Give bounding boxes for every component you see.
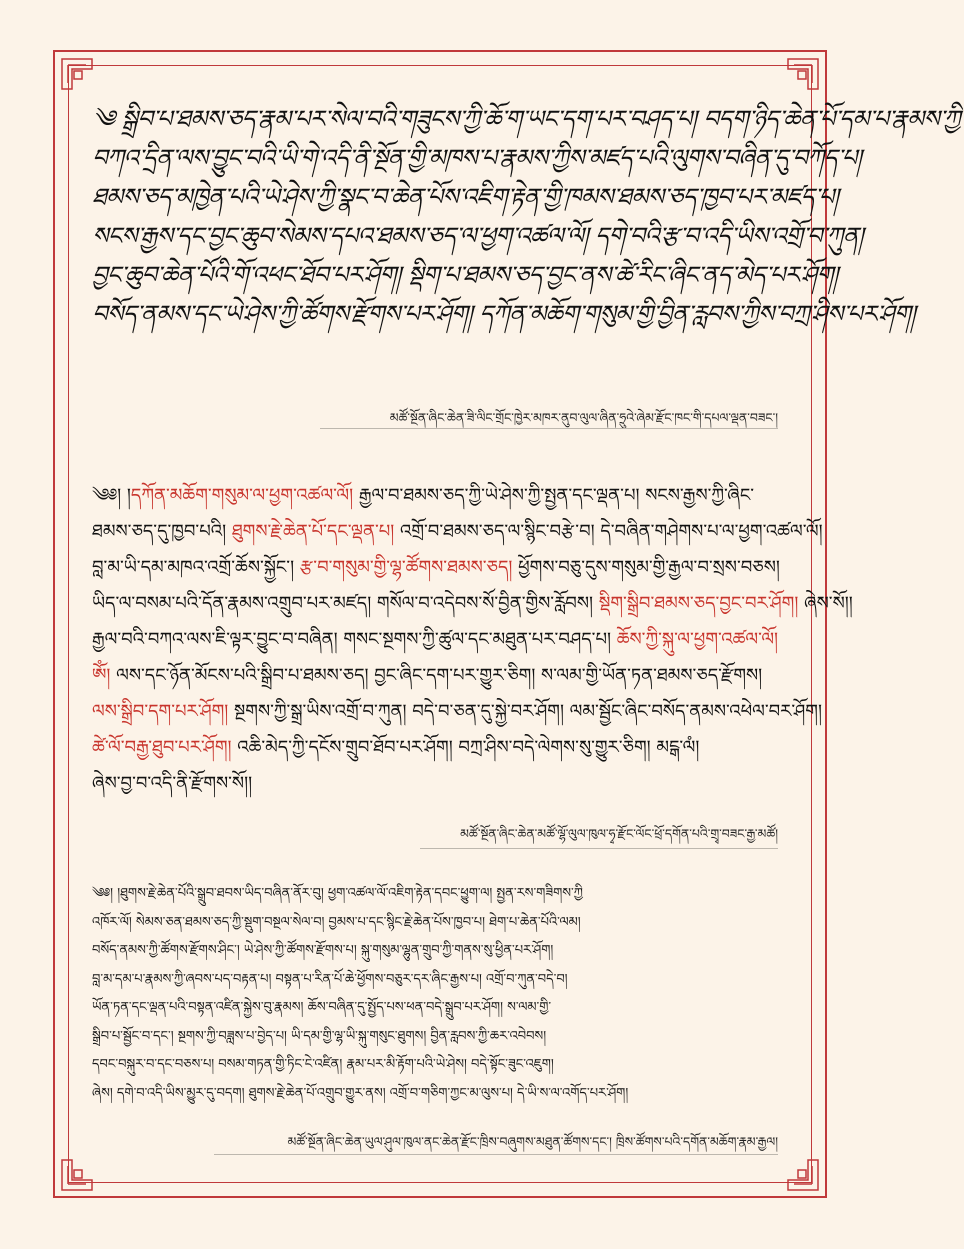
highlighted-text: དཀོན་མཆོག་གསུམ་ལ་ཕྱག་འཚལ་ལོ།	[130, 485, 359, 506]
text-line: ཐམས་ཅད་མཁྱེན་པའི་ཡེ་ཤེས་ཀྱི་སྣང་བ་ཆེན་པོས་འཇིག་རྟེན་གྱི་ཁམས་ཐམས་ཅད་ཁྱབ་པར་མཛད་པ།	[92, 183, 839, 211]
text-line	[92, 586, 853, 622]
corner-ornament-top-right	[786, 57, 820, 91]
calligraphy-block-2	[92, 478, 853, 802]
text-segment: ཞེས་བྱ་བ་འདི་ནི་རྫོགས་སོ།།	[92, 773, 253, 794]
caption-divider-2	[420, 848, 778, 849]
text-segment: རྒྱལ་བའི་བཀའ་ལས་ཇི་ལྟར་བྱུང་བ་བཞིན། གསང་སྔགས་ཀྱི་ཚུལ་དང་མཐུན་པར་བཤད་པ།	[92, 629, 617, 650]
text-line	[92, 478, 792, 514]
corner-ornament-bottom-right	[786, 1158, 820, 1192]
author-caption-1: མཚོ་སྔོན་ཞིང་ཆེན་ཟི་ལིང་གྲོང་ཁྱེར་མཁར་ནུབ་ལུལ་ཞིན་ཧྲུའེ་ཞེམ་རྫོང་ཁང་གི་དཔལ་ལྡན་བཟང་།	[389, 410, 778, 425]
text-line: དབང་བསྐུར་བ་དང་བཅས་པ། བསམ་གཏན་གྱི་ཏིང་ངེ་འཛིན། རྣམ་པར་མི་རྟོག་པའི་ཡེ་ཤེས། བདེ་སྟོང་ཟུང་འཇུག།	[92, 1057, 554, 1072]
highlighted-text: ཚེ་ལོ་བརྒྱ་ཐུབ་པར་ཤོག།	[92, 737, 238, 758]
text-line: ཞེས། དགེ་བ་འདི་ཡིས་མྱུར་དུ་བདག། ཐུགས་རྗེ་ཆེན་པོ་འགྲུབ་གྱུར་ནས། འགྲོ་བ་གཅིག་ཀྱང་མ་ལུས་པ། དེ་ཡི་ས་ལ་འགོད་པར་ཤོག།	[92, 1085, 629, 1101]
text-segment: བླ་མ་ཡི་དམ་མཁའ་འགྲོ་ཆོས་སྐྱོང་།	[92, 557, 300, 578]
text-line	[92, 658, 792, 694]
text-line	[92, 550, 792, 586]
text-segment: ཐམས་ཅད་དུ་ཁྱབ་པའི།	[92, 521, 232, 542]
calligraphy-block-1	[92, 100, 964, 334]
text-line	[92, 622, 792, 658]
corner-ornament-bottom-left	[60, 1158, 94, 1192]
text-line	[92, 766, 792, 802]
author-caption-3: མཚོ་སྔོན་ཞིང་ཆེན་ཡུལ་ཤུལ་ཁུལ་ནང་ཆེན་རྫོང་ཁྲིས་བཞུགས་མཐུན་ཚོགས་དང་། ཁྲིས་ཚོགས་པའི་དགོན་མཆོག་རྣམ་རྒྱལ།	[287, 1134, 778, 1149]
text-line: ཡོན་ཏན་དང་ལྡན་པའི་བསྟན་འཛིན་སྐྱེས་བུ་རྣམས། ཆོས་བཞིན་དུ་སྤྱོད་པས་ཕན་བདེ་སྒྲུབ་པར་ཤོག། ས་ལམ་གྱི་	[92, 1000, 552, 1015]
highlighted-text: ལས་སྒྲིབ་དག་པར་ཤོག།	[92, 701, 235, 722]
caption-divider-3	[214, 1154, 778, 1155]
text-segment: ཞེས་སོ།།	[804, 593, 853, 614]
text-segment: འཆི་མེད་ཀྱི་དངོས་གྲུབ་ཐོབ་པར་ཤོག། བཀྲ་ཤིས་བདེ་ལེགས་སུ་གྱུར་ཅིག། མངྒ་ལཾ།	[237, 737, 700, 758]
text-segment: ཡིད་ལ་བསམ་པའི་དོན་རྣམས་འགྲུབ་པར་མཛད། གསོལ་བ་འདེབས་སོ་བྱིན་གྱིས་རློབས།	[92, 593, 599, 614]
text-segment: ཕྱོགས་བཅུ་དུས་གསུམ་གྱི་རྒྱལ་བ་སྲས་བཅས།	[518, 557, 780, 578]
text-line: བསོད་ནམས་དང་ཡེ་ཤེས་ཀྱི་ཚོགས་རྫོགས་པར་ཤོག། དཀོན་མཆོག་གསུམ་གྱི་བྱིན་རླབས་ཀྱིས་བཀྲ་ཤིས་པར་ཤོག།	[92, 300, 916, 328]
text-line: ༄ སྒྲིབ་པ་ཐམས་ཅད་རྣམ་པར་སེལ་བའི་གཟུངས་ཀྱི་ཆོ་ག་ཡང་དག་པར་བཤད་པ། བདག་ཉིད་ཆེན་པོ་དམ་པ་རྣམས་ཀྱི་	[92, 105, 964, 133]
text-line	[92, 514, 823, 550]
author-caption-2: མཚོ་སྔོན་ཞིང་ཆེན་མཚོ་ལྷོ་ལུལ་ཁུལ་ཧྭ་རྫོང་ལོང་ཕྲོ་དགོན་པའི་གྲྭ་བཟང་རྒྱ་མཚོ།	[460, 826, 778, 841]
text-line: བྱང་ཆུབ་ཆེན་པོའི་གོ་འཕང་ཐོབ་པར་ཤོག། སྡིག་པ་ཐམས་ཅད་བྱང་ནས་ཚེ་རིང་ཞིང་ནད་མེད་པར་ཤོག།	[92, 261, 838, 289]
text-line: སངས་རྒྱས་དང་བྱང་ཆུབ་སེམས་དཔའ་ཐམས་ཅད་ལ་ཕྱག་འཚལ་ལོ། དགེ་བའི་རྩ་བ་འདི་ཡིས་འགྲོ་བ་ཀུན།	[92, 222, 863, 250]
text-line: སྒྲིབ་པ་སྦྱོང་བ་དང་། སྔགས་ཀྱི་བཟླས་པ་བྱེད་པ། ཡི་དམ་གྱི་ལྷ་ཡི་སྐུ་གསུང་ཐུགས། བྱིན་རླབས་ཀྱི་ཆར་འབེབས།	[92, 1028, 547, 1044]
highlighted-text: རྩ་བ་གསུམ་གྱི་ལྷ་ཚོགས་ཐམས་ཅད།	[299, 557, 519, 578]
highlighted-text: ཨོཾ།	[92, 665, 117, 686]
calligraphy-block-3	[92, 880, 792, 1108]
text-line	[92, 694, 822, 730]
corner-ornament-top-left	[60, 57, 94, 91]
text-line: འཁོར་ལོ། སེམས་ཅན་ཐམས་ཅད་ཀྱི་སྡུག་བསྔལ་སེལ་བ། བྱམས་པ་དང་སྙིང་རྗེ་ཆེན་པོས་ཁྱབ་པ། ཐེག་པ་ཆེན་པོའི་ལམ།	[92, 914, 581, 930]
highlighted-text: ཐུགས་རྗེ་ཆེན་པོ་དང་ལྡན་པ།	[231, 521, 400, 542]
highlighted-text: ཆོས་ཀྱི་སྐུ་ལ་ཕྱག་འཚལ་ལོ།	[616, 629, 779, 650]
text-segment: ༄༅། །	[92, 485, 131, 506]
text-line: བསོད་ནམས་ཀྱི་ཚོགས་རྫོགས་ཤིང་། ཡེ་ཤེས་ཀྱི་ཚོགས་རྫོགས་པ། སྐུ་གསུམ་ལྷུན་གྲུབ་ཀྱི་གནས་སུ་ཕྱིན་པར་ཤོག།	[92, 943, 554, 958]
text-segment: སྔགས་ཀྱི་སྒྲ་ཡིས་འགྲོ་བ་ཀུན། བདེ་བ་ཅན་དུ་སྐྱེ་བར་ཤོག། ལམ་སྦྱོང་ཞིང་བསོད་ནམས་འཕེལ་བར་ཤོག།	[234, 701, 822, 722]
text-segment: ལས་དང་ཉོན་མོངས་པའི་སྒྲིབ་པ་ཐམས་ཅད། བྱང་ཞིང་དག་པར་གྱུར་ཅིག། ས་ལམ་གྱི་ཡོན་ཏན་ཐམས་ཅད་རྫོགས།	[116, 665, 763, 686]
text-line	[92, 730, 792, 766]
text-line: ༄༅། །ཐུགས་རྗེ་ཆེན་པོའི་སྒྲུབ་ཐབས་ཡིད་བཞིན་ནོར་བུ། ཕྱག་འཚལ་ལོ་འཇིག་རྟེན་དབང་ཕྱུག་ལ། སྤྱན་རས་གཟིགས་ཀྱི	[92, 886, 583, 901]
text-line: བཀའ་དྲིན་ལས་བྱུང་བའི་ཡི་གེ་འདི་ནི་སྔོན་གྱི་མཁས་པ་རྣམས་ཀྱིས་མཛད་པའི་ལུགས་བཞིན་དུ་བཀོད་པ།	[92, 144, 862, 172]
text-segment: འགྲོ་བ་ཐམས་ཅད་ལ་སྙིང་བརྩེ་བ། དེ་བཞིན་གཤེགས་པ་ལ་ཕྱག་འཚལ་ལོ།	[399, 521, 823, 542]
text-segment: རྒྱལ་བ་ཐམས་ཅད་ཀྱི་ཡེ་ཤེས་ཀྱི་སྤྱན་དང་ལྡན་པ། སངས་རྒྱས་ཀྱི་ཞིང་	[358, 485, 755, 506]
caption-divider-1	[320, 428, 778, 429]
highlighted-text: སྡིག་སྒྲིབ་ཐམས་ཅད་བྱང་བར་ཤོག།	[598, 593, 805, 614]
text-line: བླ་མ་དམ་པ་རྣམས་ཀྱི་ཞབས་པད་བརྟན་པ། བསྟན་པ་རིན་པོ་ཆེ་ཕྱོགས་བཅུར་དར་ཞིང་རྒྱས་པ། འགྲོ་བ་ཀུན་བདེ་བ།	[92, 971, 568, 987]
